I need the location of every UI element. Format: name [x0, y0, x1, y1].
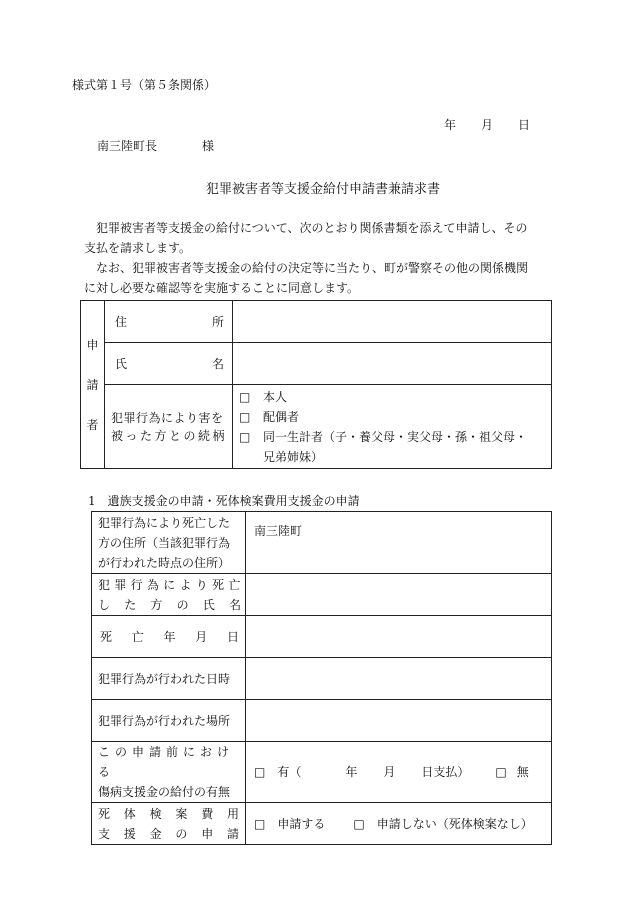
deceased-name-label: 犯罪行為により死亡 し た 方 の 氏 名 — [92, 574, 246, 616]
addressee-honorific: 様 — [202, 139, 215, 153]
intro-line-3: なお、犯罪被害者等支援金の給付の決定等に当たり、町が警察その他の関係機関 — [96, 261, 529, 275]
date-month-label: 月 — [481, 118, 494, 132]
crime-datetime-label: 犯罪行為が行われた日時 — [92, 658, 246, 700]
deceased-address-label: 犯罪行為により死亡した 方の住所（当該犯罪行為 が行われた時点の住所） — [92, 512, 246, 574]
intro-line-1: 犯罪被害者等支援金の給付について、次のとおり関係書類を添えて申請し、その — [96, 221, 528, 235]
autopsy-label: 死 体 検 案 費 用 支 援 金 の 申 請 — [92, 803, 246, 845]
death-date-label: 死 亡 年 月 日 — [92, 616, 246, 658]
death-date-input[interactable] — [246, 616, 552, 658]
crime-place-input[interactable] — [246, 700, 552, 742]
addressee-name: 南三陸町長 — [97, 139, 158, 153]
checkbox-autopsy-apply[interactable]: □ — [254, 816, 266, 831]
date-day-label: 日 — [518, 118, 531, 132]
relationship-options — [233, 385, 552, 469]
autopsy-options — [246, 803, 552, 845]
prior-benefit-label: この申請前における 傷病支援金の給付の有無 — [92, 742, 246, 803]
section1-table — [91, 511, 552, 845]
applicant-char-3: 者 — [86, 417, 99, 432]
document-title: 犯罪被害者等支援金給付申請書兼請求書 — [206, 182, 441, 197]
option-self[interactable]: □ 本人 — [239, 387, 551, 407]
prior-no-label: 無 — [516, 765, 529, 779]
intro-line-4: に対し必要な確認等を実施することに同意します。 — [84, 281, 360, 295]
autopsy-apply-label: 申請する — [277, 816, 326, 831]
autopsy-not-label: 申請しない（死体検案なし） — [376, 816, 533, 831]
applicant-char-1: 申 — [86, 337, 99, 352]
applicant-table — [80, 300, 552, 469]
address-label: 住 所 — [105, 301, 233, 343]
deceased-address-input[interactable] — [246, 512, 552, 574]
option-spouse[interactable]: □ 配偶者 — [239, 407, 551, 427]
intro-paragraph — [84, 218, 562, 298]
checkbox-autopsy-not[interactable]: □ — [353, 816, 365, 831]
applicant-section-label — [81, 301, 105, 469]
crime-datetime-input[interactable] — [246, 658, 552, 700]
checkbox-prior-yes[interactable]: □ — [254, 765, 266, 779]
name-input[interactable] — [233, 343, 552, 385]
address-input[interactable] — [233, 301, 552, 343]
deceased-name-input[interactable] — [246, 574, 552, 616]
form-number: 様式第１号（第５条関係） — [72, 78, 217, 92]
prior-day-label: 日支払） — [421, 765, 470, 779]
intro-line-2: 支払を請求します。 — [84, 241, 192, 255]
prior-year-label: 年 — [345, 765, 358, 779]
name-label: 氏 名 — [105, 343, 233, 385]
deceased-address-value: 南三陸町 — [254, 524, 303, 538]
prior-benefit-options — [246, 742, 552, 803]
checkbox-prior-no[interactable]: □ — [495, 765, 507, 779]
prior-yes-label: 有（ — [277, 765, 302, 779]
option-household[interactable]: □ 同一生計者（子・養父母・実父母・孫・祖父母・ — [239, 427, 551, 447]
date-year-label: 年 — [444, 118, 457, 132]
option-household-cont: 兄弟姉妹） — [263, 449, 324, 464]
prior-month-label: 月 — [383, 765, 396, 779]
crime-place-label: 犯罪行為が行われた場所 — [92, 700, 246, 742]
checkbox-spouse[interactable]: □ — [239, 409, 251, 424]
checkbox-household[interactable]: □ — [239, 429, 251, 444]
relationship-label: 犯罪行為により害を 被った方との続柄 — [105, 385, 233, 469]
section1-heading: 1 遺族支援金の申請・死体検案費用支援金の申請 — [88, 494, 360, 508]
applicant-char-2: 請 — [86, 377, 99, 392]
checkbox-self[interactable]: □ — [239, 389, 251, 404]
